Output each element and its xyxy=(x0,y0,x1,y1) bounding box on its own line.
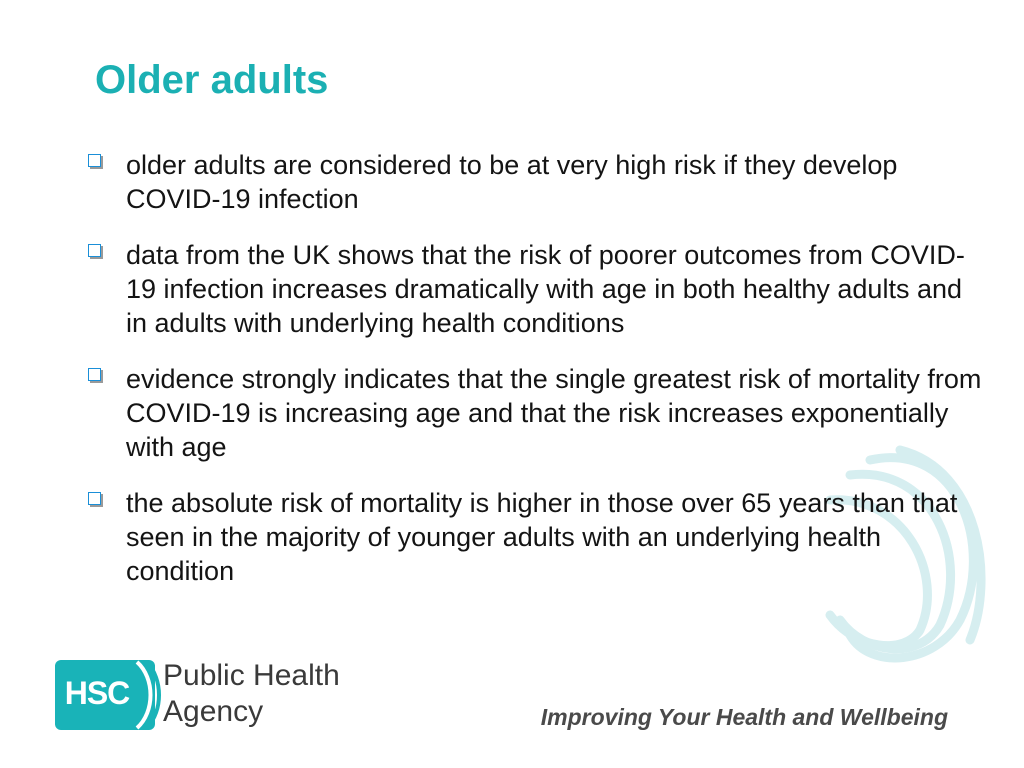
tagline: Improving Your Health and Wellbeing xyxy=(540,704,948,730)
square-bullet-icon xyxy=(88,368,101,381)
list-item xyxy=(88,148,988,216)
bullet-text: data from the UK shows that the risk of poorer outcomes from COVID-19 infection increases dramatically with age in both healthy adults and in adults with underlying health conditions xyxy=(126,240,965,338)
square-bullet-icon xyxy=(88,244,101,257)
list-item xyxy=(88,238,988,340)
logo-text xyxy=(163,658,340,730)
list-item xyxy=(88,486,988,588)
list-item xyxy=(88,362,988,464)
square-bullet-icon xyxy=(88,154,101,167)
page-title: Older adults xyxy=(95,58,329,102)
bullet-list xyxy=(88,148,988,610)
bullet-text: evidence strongly indicates that the single greatest risk of mortality from COVID-19 is increasing age and that the risk increases exponentially with age xyxy=(126,364,982,462)
logo-abbreviation: HSC xyxy=(64,675,130,711)
bullet-text: the absolute risk of mortality is higher in those over 65 years than that seen in the majority of younger adults with an underlying health condition xyxy=(126,488,958,586)
hsc-arcs-icon xyxy=(133,658,163,732)
hsc-logo xyxy=(55,658,355,732)
logo-line-1: Public Health xyxy=(163,659,340,692)
square-bullet-icon xyxy=(88,492,101,505)
logo-line-2: Agency xyxy=(163,695,264,728)
bullet-text: older adults are considered to be at very high risk if they develop COVID-19 infection xyxy=(126,150,898,214)
